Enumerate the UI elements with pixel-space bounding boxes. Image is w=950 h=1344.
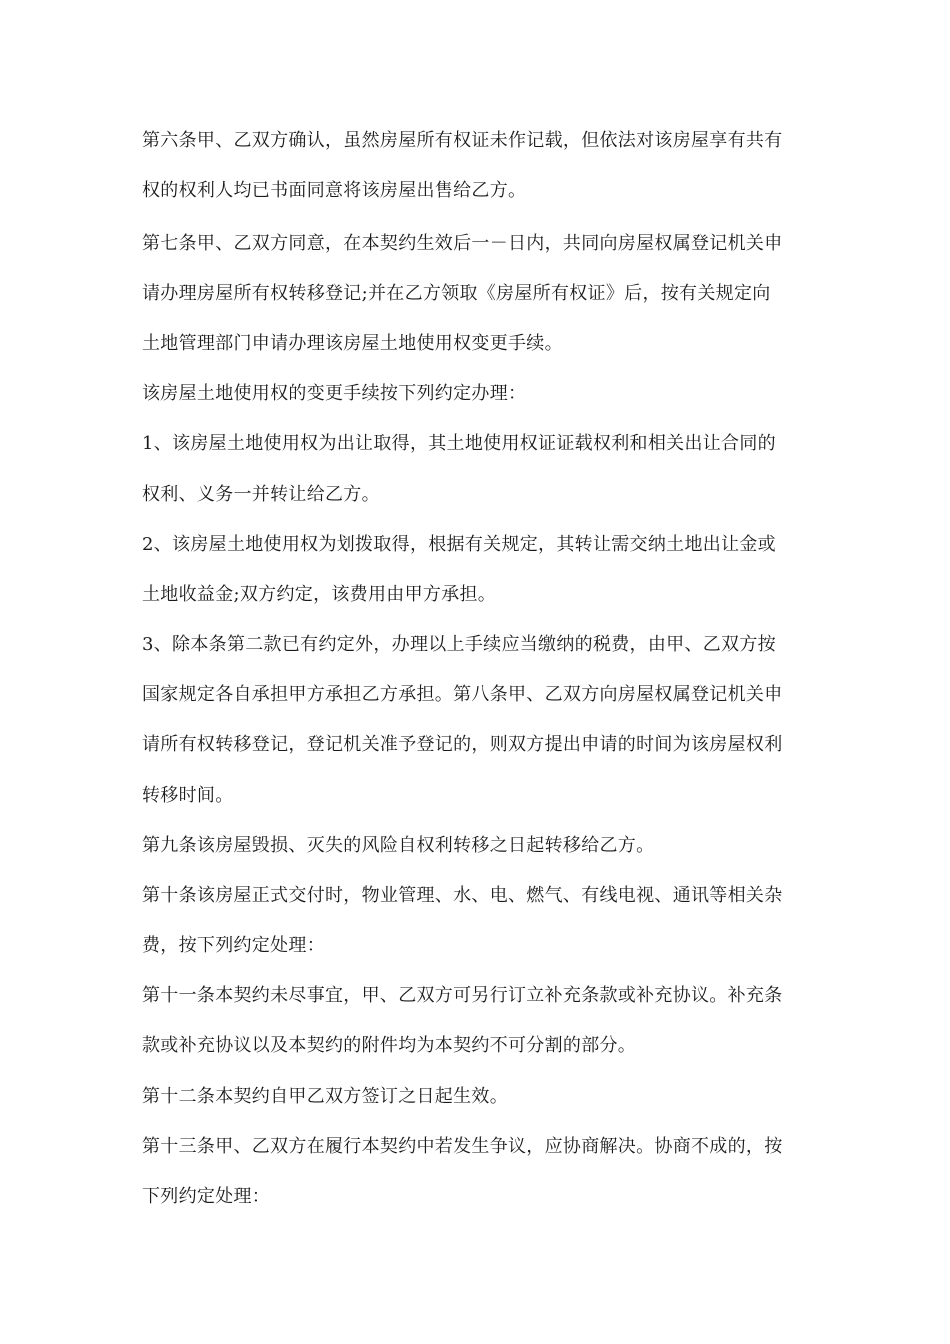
text-line: 权利、义务一并转让给乙方。 xyxy=(142,484,380,505)
text-line: 3、除本条第二款已有约定外，办理以上手续应当缴纳的税费，由甲、乙双方按 xyxy=(142,634,776,655)
text-line: 土地收益金;双方约定，该费用由甲方承担。 xyxy=(142,584,497,605)
text-line: 下列约定处理： xyxy=(142,1186,271,1207)
text-line: 第九条该房屋毁损、灭失的风险自权利转移之日起转移给乙方。 xyxy=(142,835,655,856)
text-line: 1、该房屋土地使用权为出让取得，其土地使用权证证载权利和相关出让合同的 xyxy=(142,433,776,454)
text-line: 第十二条本契约自甲乙双方签订之日起生效。 xyxy=(142,1086,508,1107)
text-line: 款或补充协议以及本契约的附件均为本契约不可分割的部分。 xyxy=(142,1035,637,1056)
text-line: 权的权利人均已书面同意将该房屋出售给乙方。 xyxy=(142,180,527,201)
text-line: 第十三条甲、乙双方在履行本契约中若发生争议，应协商解决。协商不成的，按 xyxy=(142,1136,783,1157)
text-line: 费，按下列约定处理： xyxy=(142,935,325,956)
text-line: 2、该房屋土地使用权为划拨取得，根据有关规定，其转让需交纳土地出让金或 xyxy=(142,534,776,555)
text-line: 请所有权转移登记，登记机关准予登记的，则双方提出申请的时间为该房屋权利 xyxy=(142,734,783,755)
text-line: 第六条甲、乙双方确认，虽然房屋所有权证未作记载，但依法对该房屋享有共有 xyxy=(142,130,783,151)
text-line: 第十条该房屋正式交付时，物业管理、水、电、燃气、有线电视、通讯等相关杂 xyxy=(142,885,783,906)
text-line: 转移时间。 xyxy=(142,785,234,806)
text-line: 土地管理部门申请办理该房屋土地使用权变更手续。 xyxy=(142,333,563,354)
text-line: 第十一条本契约未尽事宜，甲、乙双方可另行订立补充条款或补充协议。补充条 xyxy=(142,985,783,1006)
text-line: 请办理房屋所有权转移登记;并在乙方领取《房屋所有权证》后，按有关规定向 xyxy=(142,283,771,304)
text-line: 该房屋土地使用权的变更手续按下列约定办理： xyxy=(142,383,527,404)
text-line: 第七条甲、乙双方同意，在本契约生效后一－日内，共同向房屋权属登记机关申 xyxy=(142,233,783,254)
text-line: 国家规定各自承担甲方承担乙方承担。第八条甲、乙双方向房屋权属登记机关申 xyxy=(142,684,783,705)
